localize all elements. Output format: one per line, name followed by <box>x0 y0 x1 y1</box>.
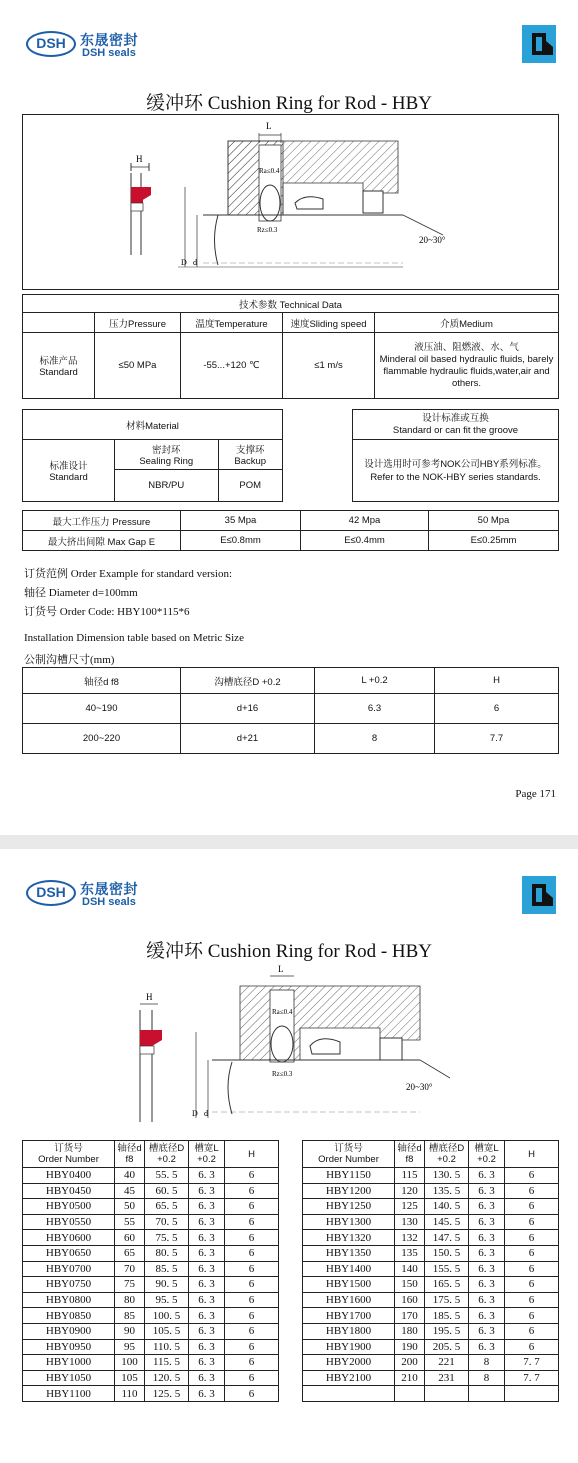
svg-text:L: L <box>266 121 272 131</box>
order-cell: 6. 3 <box>189 1183 225 1199</box>
svg-text:Rz≤0.3: Rz≤0.3 <box>272 1070 293 1078</box>
order-cell: 6 <box>505 1323 559 1339</box>
logo-en: DSH seals <box>82 47 136 59</box>
catalog-page-172 <box>0 849 578 1463</box>
install-col-H: H <box>435 668 559 694</box>
table-row <box>23 1183 279 1199</box>
order-cell: 100. 5 <box>145 1308 189 1324</box>
seal-profile-icon <box>522 25 556 63</box>
order-cell: 75. 5 <box>145 1230 189 1246</box>
table-row <box>303 1168 559 1184</box>
table-row <box>23 1230 279 1246</box>
order-cell: 60. 5 <box>145 1183 189 1199</box>
tech-row-label: 标准产品 Standard <box>23 333 95 399</box>
order-cell: 130 <box>395 1214 425 1230</box>
install-cell: 8 <box>315 724 435 754</box>
svg-text:d: d <box>193 258 197 267</box>
pressure-value-3: 50 Mpa <box>429 511 559 531</box>
order-cell: HBY1500 <box>303 1277 395 1293</box>
seal-cross-section <box>131 154 151 255</box>
gap-value-3: E≤0.25mm <box>429 531 559 551</box>
order-cell: 6. 3 <box>189 1355 225 1371</box>
order-cell: HBY0600 <box>23 1230 115 1246</box>
order-cell: 6. 3 <box>189 1168 225 1184</box>
table-row <box>23 1308 279 1324</box>
gap-value-1: E≤0.8mm <box>181 531 301 551</box>
order-cell: 80 <box>115 1292 145 1308</box>
order-example-line3: 订货号 Order Code: HBY100*115*6 <box>24 606 190 618</box>
order-cell: HBY1600 <box>303 1292 395 1308</box>
order-cell: 70 <box>115 1261 145 1277</box>
svg-text:20~30°: 20~30° <box>419 235 446 245</box>
order-cell: 7. 7 <box>505 1370 559 1386</box>
order-cell: HBY0400 <box>23 1168 115 1184</box>
dsh-logo <box>26 877 146 911</box>
seal-cross-section <box>140 992 162 1122</box>
col-groove-L: 槽宽L +0.2 <box>189 1141 225 1168</box>
order-cell: 175. 5 <box>425 1292 469 1308</box>
order-cell: 6. 3 <box>469 1214 505 1230</box>
order-cell: 125. 5 <box>145 1386 189 1402</box>
table-row <box>303 1183 559 1199</box>
order-cell: 95 <box>115 1339 145 1355</box>
left-table-body <box>23 1168 279 1402</box>
order-cell: 6 <box>225 1370 279 1386</box>
order-cell: HBY1320 <box>303 1230 395 1246</box>
table-row <box>23 1386 279 1402</box>
order-example-line1: 订货范例 Order Example for standard version: <box>24 568 233 580</box>
order-cell: 6 <box>505 1183 559 1199</box>
order-cell <box>425 1386 469 1402</box>
order-cell: 6. 3 <box>189 1245 225 1261</box>
temperature-value: -55...+120 ℃ <box>181 333 283 399</box>
order-cell <box>469 1386 505 1402</box>
order-cell: 105. 5 <box>145 1323 189 1339</box>
install-line1: Installation Dimension table based on Metric Size <box>24 632 244 644</box>
order-cell: 90 <box>115 1323 145 1339</box>
table-row <box>23 1339 279 1355</box>
order-cell: 100 <box>115 1355 145 1371</box>
svg-text:Rz≤0.3: Rz≤0.3 <box>257 226 278 234</box>
col-groove-D: 槽底径D +0.2 <box>145 1141 189 1168</box>
order-cell: HBY1150 <box>303 1168 395 1184</box>
order-cell: 6. 3 <box>469 1292 505 1308</box>
order-cell: 6 <box>225 1245 279 1261</box>
order-cell: 75 <box>115 1277 145 1293</box>
logo-en: DSH seals <box>82 896 136 908</box>
page-title: 缓冲环 Cushion Ring for Rod - HBY <box>145 93 433 114</box>
logo-cn: 东晟密封 <box>80 32 138 48</box>
svg-text:Ra≤0.4: Ra≤0.4 <box>259 167 280 175</box>
order-cell: 210 <box>395 1370 425 1386</box>
table-row <box>303 1261 559 1277</box>
order-cell: 6. 3 <box>469 1339 505 1355</box>
order-cell: 95. 5 <box>145 1292 189 1308</box>
order-cell: HBY1100 <box>23 1386 115 1402</box>
table-row <box>23 1355 279 1371</box>
order-cell: 6 <box>225 1183 279 1199</box>
order-cell: 6. 3 <box>469 1183 505 1199</box>
order-cell: 115 <box>395 1168 425 1184</box>
col-order-number: 订货号 Order Number <box>303 1141 395 1168</box>
order-cell: 6 <box>225 1168 279 1184</box>
pressure-gap-table <box>22 510 559 551</box>
order-cell: 115. 5 <box>145 1355 189 1371</box>
order-cell: 6 <box>225 1386 279 1402</box>
install-cell: 7.7 <box>435 724 559 754</box>
order-cell: 155. 5 <box>425 1261 469 1277</box>
install-cell: 6 <box>435 694 559 724</box>
order-cell: 6. 3 <box>189 1277 225 1293</box>
material-row-label: 标准设计 Standard <box>23 440 115 502</box>
gap-value-2: E≤0.4mm <box>301 531 429 551</box>
svg-text:Ra≤0.4: Ra≤0.4 <box>272 1008 293 1016</box>
order-cell: 6 <box>505 1277 559 1293</box>
order-cell: 150 <box>395 1277 425 1293</box>
order-cell: 6 <box>505 1308 559 1324</box>
order-cell: 150. 5 <box>425 1245 469 1261</box>
order-cell <box>303 1386 395 1402</box>
table-row <box>23 1199 279 1215</box>
order-cell: 6 <box>225 1323 279 1339</box>
order-cell: 50 <box>115 1199 145 1215</box>
order-cell: 8 <box>469 1355 505 1371</box>
table-row <box>303 1277 559 1293</box>
backup-material: POM <box>218 470 283 502</box>
order-cell: 6. 3 <box>189 1339 225 1355</box>
order-cell: 6. 3 <box>469 1308 505 1324</box>
install-cell: d+21 <box>181 724 315 754</box>
order-cell: 190 <box>395 1339 425 1355</box>
order-cell: 105 <box>115 1370 145 1386</box>
install-line2: 公制沟槽尺寸(mm) <box>24 654 115 666</box>
order-cell: 6. 3 <box>469 1199 505 1215</box>
order-cell: 6 <box>505 1261 559 1277</box>
table-row <box>303 1199 559 1215</box>
svg-text:L: L <box>278 964 284 974</box>
order-cell: 6. 3 <box>189 1230 225 1246</box>
svg-text:D: D <box>181 258 187 267</box>
order-number-table-left <box>22 1140 279 1402</box>
gap-row-label: 最大挤出间隙 Max Gap E <box>23 531 181 551</box>
technical-data-table <box>22 294 559 399</box>
order-cell: 6 <box>225 1230 279 1246</box>
pressure-value-1: 35 Mpa <box>181 511 301 531</box>
order-cell: 6 <box>225 1292 279 1308</box>
tech-header: 技术参数 Technical Data <box>23 295 559 313</box>
logo-oval: DSH <box>26 880 76 906</box>
order-cell: 125 <box>395 1199 425 1215</box>
install-cell: 200~220 <box>23 724 181 754</box>
pressure-value: ≤50 MPa <box>95 333 181 399</box>
order-cell: 55 <box>115 1214 145 1230</box>
order-cell: 231 <box>425 1370 469 1386</box>
col-medium: 介质Medium <box>375 313 559 333</box>
table-row <box>303 1370 559 1386</box>
order-cell: HBY1250 <box>303 1199 395 1215</box>
table-row <box>303 1245 559 1261</box>
col-groove-L: 槽宽L +0.2 <box>469 1141 505 1168</box>
order-cell: 6 <box>225 1261 279 1277</box>
order-cell: 6. 3 <box>469 1277 505 1293</box>
order-cell: 6 <box>505 1339 559 1355</box>
order-example-line2: 轴径 Diameter d=100mm <box>24 587 138 599</box>
order-cell: 40 <box>115 1168 145 1184</box>
order-cell: HBY0500 <box>23 1199 115 1215</box>
table-row <box>303 1386 559 1402</box>
table-row <box>23 724 559 754</box>
order-cell: HBY0450 <box>23 1183 115 1199</box>
order-cell: 7. 7 <box>505 1355 559 1371</box>
groove-standard-table <box>352 409 559 502</box>
order-cell: HBY0800 <box>23 1292 115 1308</box>
order-cell: HBY0850 <box>23 1308 115 1324</box>
install-cell: 6.3 <box>315 694 435 724</box>
order-cell: 8 <box>469 1370 505 1386</box>
tech-corner-cell <box>23 313 95 333</box>
order-cell: HBY2000 <box>303 1355 395 1371</box>
order-cell: HBY0700 <box>23 1261 115 1277</box>
order-cell: 85. 5 <box>145 1261 189 1277</box>
order-cell: 135. 5 <box>425 1183 469 1199</box>
order-cell: HBY0550 <box>23 1214 115 1230</box>
order-cell: 6 <box>225 1355 279 1371</box>
order-cell: 6 <box>505 1214 559 1230</box>
col-H: H <box>505 1141 559 1168</box>
order-cell: HBY1200 <box>303 1183 395 1199</box>
material-header: 材料Material <box>23 410 283 440</box>
order-cell: 6. 3 <box>469 1245 505 1261</box>
order-cell: 60 <box>115 1230 145 1246</box>
order-cell: 6 <box>225 1339 279 1355</box>
svg-text:D: D <box>192 1109 198 1118</box>
groove-header: 设计标准或互换 Standard or can fit the groove <box>353 410 559 440</box>
table-row <box>303 1323 559 1339</box>
order-cell: 165. 5 <box>425 1277 469 1293</box>
order-cell: HBY0950 <box>23 1339 115 1355</box>
order-cell: HBY2100 <box>303 1370 395 1386</box>
groove-drawing <box>120 962 450 1132</box>
right-table-body <box>303 1168 559 1402</box>
order-cell: HBY1900 <box>303 1339 395 1355</box>
medium-value: 液压油、阻燃液、水、气 Minderal oil based hydraulic fluids, barely flammable hydraulic fluids,water,air and others. <box>375 333 559 399</box>
svg-text:d: d <box>204 1109 208 1118</box>
table-row <box>23 1168 279 1184</box>
order-cell: 140. 5 <box>425 1199 469 1215</box>
table-row <box>303 1292 559 1308</box>
order-cell: HBY1800 <box>303 1323 395 1339</box>
svg-text:H: H <box>136 154 143 164</box>
order-cell: 6. 3 <box>189 1214 225 1230</box>
order-cell: 6 <box>505 1199 559 1215</box>
order-cell: 160 <box>395 1292 425 1308</box>
order-cell: 6. 3 <box>469 1168 505 1184</box>
table-row <box>23 1214 279 1230</box>
order-cell: 6 <box>505 1230 559 1246</box>
order-cell: 6 <box>505 1245 559 1261</box>
svg-text:20~30°: 20~30° <box>406 1082 433 1092</box>
col-speed: 速度Sliding speed <box>283 313 375 333</box>
order-cell: 180 <box>395 1323 425 1339</box>
order-cell: 221 <box>425 1355 469 1371</box>
order-cell: HBY1000 <box>23 1355 115 1371</box>
col-backup: 支撑环 Backup <box>218 440 283 470</box>
order-cell: 195. 5 <box>425 1323 469 1339</box>
order-cell: 205. 5 <box>425 1339 469 1355</box>
order-number-table-right <box>302 1140 559 1402</box>
col-shaft-d: 轴径d f8 <box>115 1141 145 1168</box>
table-row <box>303 1230 559 1246</box>
order-cell: 120 <box>395 1183 425 1199</box>
install-col-d: 轴径d f8 <box>23 668 181 694</box>
order-cell: 145. 5 <box>425 1214 469 1230</box>
col-pressure: 压力Pressure <box>95 313 181 333</box>
order-cell: 6 <box>505 1292 559 1308</box>
order-cell: 90. 5 <box>145 1277 189 1293</box>
order-cell: 6. 3 <box>189 1370 225 1386</box>
order-cell: HBY1350 <box>303 1245 395 1261</box>
table-row <box>303 1355 559 1371</box>
table-row <box>303 1339 559 1355</box>
order-cell: 6 <box>225 1277 279 1293</box>
col-shaft-d: 轴径d f8 <box>395 1141 425 1168</box>
order-cell: HBY0900 <box>23 1323 115 1339</box>
table-row <box>23 1370 279 1386</box>
order-cell: HBY1050 <box>23 1370 115 1386</box>
order-cell: 132 <box>395 1230 425 1246</box>
table-row <box>23 1261 279 1277</box>
order-cell: 6. 3 <box>469 1230 505 1246</box>
order-cell: 6. 3 <box>189 1199 225 1215</box>
speed-value: ≤1 m/s <box>283 333 375 399</box>
order-cell: 65 <box>115 1245 145 1261</box>
order-cell: 85 <box>115 1308 145 1324</box>
table-row <box>23 694 559 724</box>
order-cell: 110 <box>115 1386 145 1402</box>
svg-text:H: H <box>146 992 153 1002</box>
order-cell: 65. 5 <box>145 1199 189 1215</box>
page-title: 缓冲环 Cushion Ring for Rod - HBY <box>145 941 433 962</box>
order-cell: HBY0750 <box>23 1277 115 1293</box>
page-number: Page 171 <box>515 788 556 800</box>
order-cell: 6. 3 <box>189 1308 225 1324</box>
install-cell: 40~190 <box>23 694 181 724</box>
order-cell: 185. 5 <box>425 1308 469 1324</box>
order-cell: 6. 3 <box>189 1292 225 1308</box>
install-dimension-table <box>22 667 559 754</box>
table-row <box>303 1308 559 1324</box>
order-cell: 6 <box>225 1214 279 1230</box>
groove-drawing <box>22 114 559 290</box>
order-cell: HBY1700 <box>303 1308 395 1324</box>
col-H: H <box>225 1141 279 1168</box>
order-cell <box>505 1386 559 1402</box>
order-cell <box>395 1386 425 1402</box>
logo-cn: 东晟密封 <box>80 881 138 897</box>
order-cell: 6. 3 <box>469 1261 505 1277</box>
order-cell: 45 <box>115 1183 145 1199</box>
order-cell: 6 <box>225 1199 279 1215</box>
order-cell: 135 <box>395 1245 425 1261</box>
order-cell: 6. 3 <box>189 1323 225 1339</box>
order-cell: 170 <box>395 1308 425 1324</box>
order-cell: 55. 5 <box>145 1168 189 1184</box>
order-cell: 110. 5 <box>145 1339 189 1355</box>
install-col-D: 沟槽底径D +0.2 <box>181 668 315 694</box>
col-groove-D: 槽底径D +0.2 <box>425 1141 469 1168</box>
col-sealing-ring: 密封环 Sealing Ring <box>115 440 219 470</box>
table-row <box>23 1292 279 1308</box>
order-cell: 120. 5 <box>145 1370 189 1386</box>
install-col-L: L +0.2 <box>315 668 435 694</box>
col-order-number: 订货号 Order Number <box>23 1141 115 1168</box>
col-temperature: 温度Temperature <box>181 313 283 333</box>
material-table <box>22 409 283 502</box>
order-cell: 6. 3 <box>469 1323 505 1339</box>
order-cell: 200 <box>395 1355 425 1371</box>
table-row <box>303 1214 559 1230</box>
seal-profile-icon <box>522 876 556 914</box>
table-row <box>23 1245 279 1261</box>
pressure-value-2: 42 Mpa <box>301 511 429 531</box>
logo-oval: DSH <box>26 31 76 57</box>
table-row <box>23 1277 279 1293</box>
order-cell: 6 <box>225 1308 279 1324</box>
order-cell: 80. 5 <box>145 1245 189 1261</box>
order-cell: HBY1400 <box>303 1261 395 1277</box>
order-cell: 6. 3 <box>189 1261 225 1277</box>
dsh-logo <box>26 28 146 62</box>
order-cell: 147. 5 <box>425 1230 469 1246</box>
order-cell: 140 <box>395 1261 425 1277</box>
table-row <box>23 1323 279 1339</box>
order-cell: 130. 5 <box>425 1168 469 1184</box>
order-cell: 70. 5 <box>145 1214 189 1230</box>
sealing-material: NBR/PU <box>115 470 219 502</box>
groove-text: 设计选用时可参考NOK公司HBY系列标准。 Refer to the NOK-HBY series standards. <box>353 440 559 502</box>
order-cell: 6. 3 <box>189 1386 225 1402</box>
install-cell: d+16 <box>181 694 315 724</box>
page-separator <box>0 835 578 849</box>
order-cell: 6 <box>505 1168 559 1184</box>
pressure-row-label: 最大工作压力 Pressure <box>23 511 181 531</box>
order-cell: HBY0650 <box>23 1245 115 1261</box>
order-cell: HBY1300 <box>303 1214 395 1230</box>
